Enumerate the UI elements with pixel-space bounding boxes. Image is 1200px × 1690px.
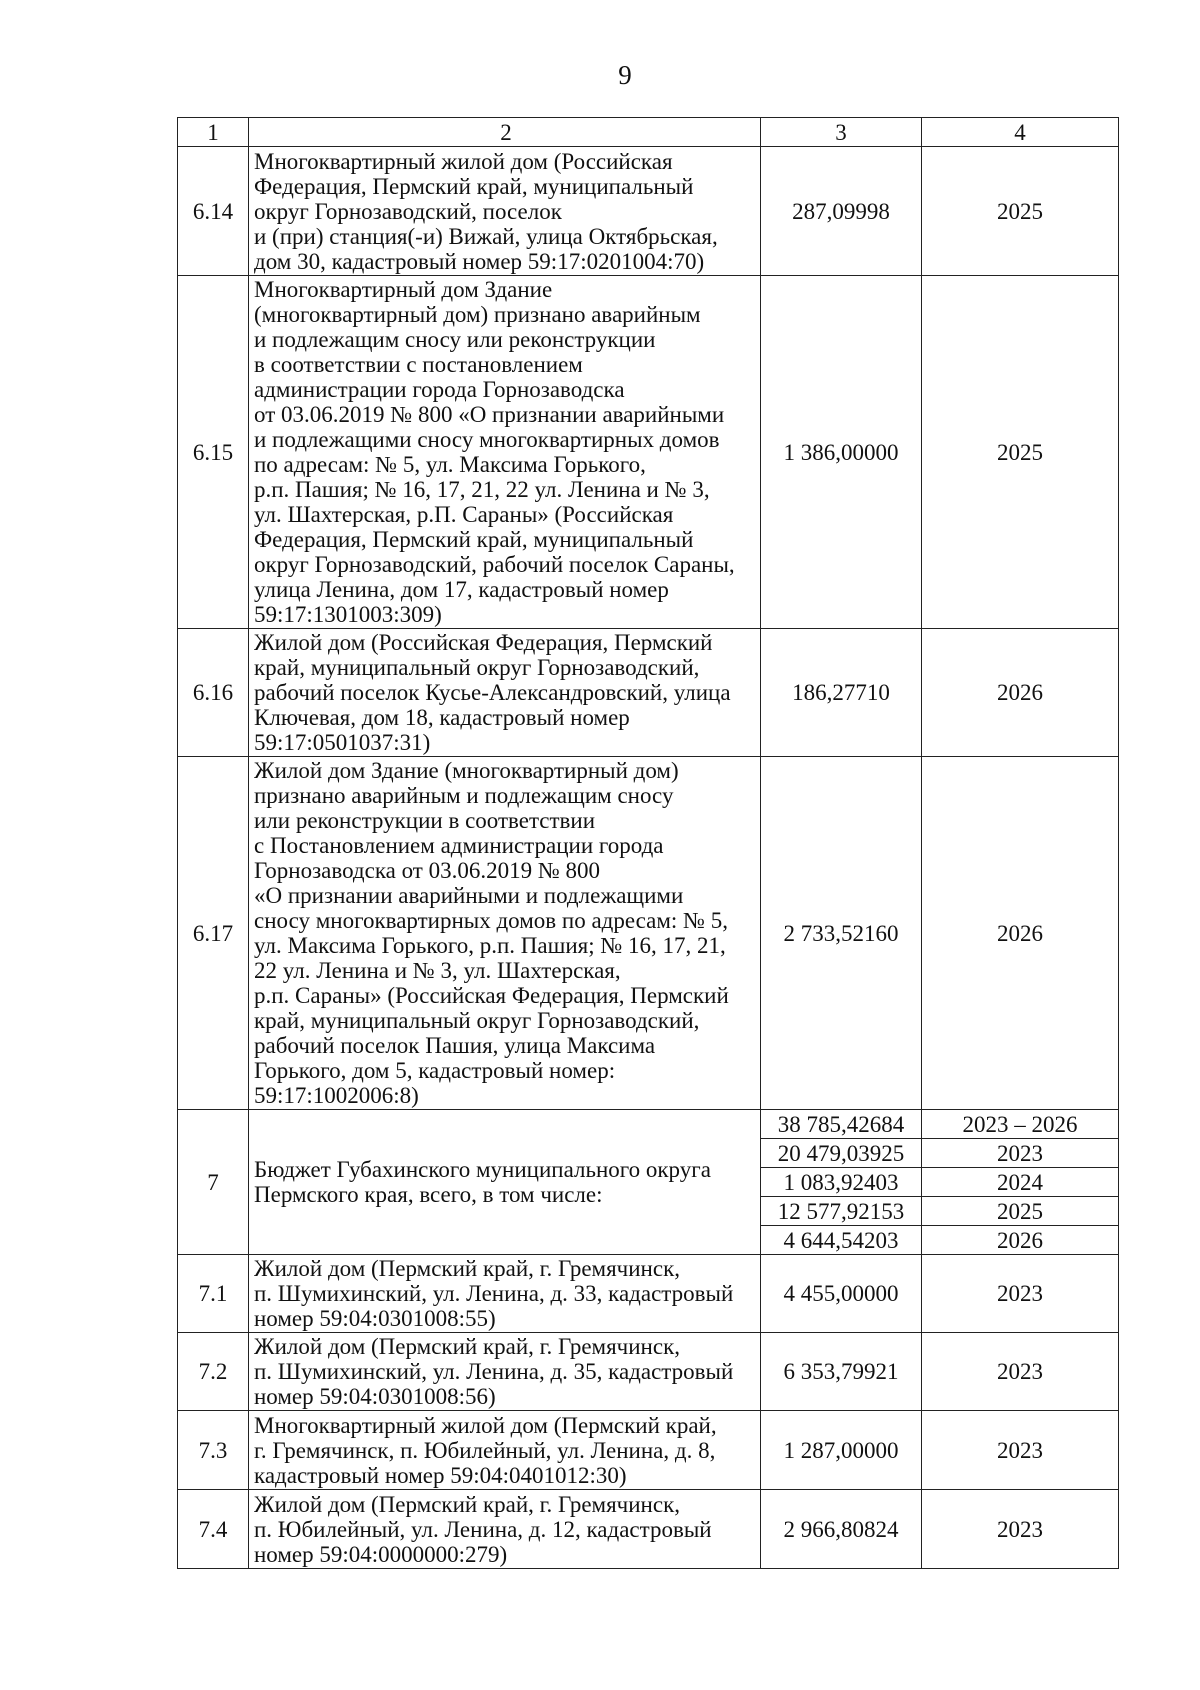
budget-amount: 20 479,03925: [761, 1139, 922, 1168]
row-number: 7.4: [178, 1490, 249, 1569]
row-number: 7.2: [178, 1333, 249, 1411]
budget-row: [178, 1110, 1119, 1139]
row-description: [249, 629, 761, 757]
budget-year: 2023: [922, 1139, 1119, 1168]
budget-number: 7: [178, 1110, 249, 1255]
budget-amount: 4 644,54203: [761, 1226, 922, 1255]
row-number: 6.17: [178, 757, 249, 1110]
column-header-4: 4: [922, 118, 1119, 147]
program-objects-table: [177, 117, 1119, 1569]
row-number: 7.1: [178, 1255, 249, 1333]
table-row: [178, 1490, 1119, 1569]
budget-year: 2024: [922, 1168, 1119, 1197]
column-header-1: 1: [178, 118, 249, 147]
row-year: 2023: [922, 1255, 1119, 1333]
row-amount: 186,27710: [761, 629, 922, 757]
table-row: [178, 629, 1119, 757]
row-year: 2023: [922, 1411, 1119, 1490]
row-description-text: Жилой дом (Пермский край, г. Гремячинск, п. Шумихинский, ул. Ленина, д. 35, кадастровый номер 59:04:0301008:56): [254, 1334, 734, 1409]
row-year: 2023: [922, 1490, 1119, 1569]
table-row: [178, 147, 1119, 276]
row-amount: 6 353,79921: [761, 1333, 922, 1411]
budget-year: 2025: [922, 1197, 1119, 1226]
row-amount: 4 455,00000: [761, 1255, 922, 1333]
row-description: [249, 147, 761, 276]
row-amount: 287,09998: [761, 147, 922, 276]
row-year: 2025: [922, 276, 1119, 629]
row-number: 7.3: [178, 1411, 249, 1490]
column-header-2: 2: [249, 118, 761, 147]
column-header-3: 3: [761, 118, 922, 147]
table-row: [178, 1333, 1119, 1411]
row-description-text: Жилой дом (Пермский край, г. Гремячинск, п. Юбилейный, ул. Ленина, д. 12, кадастровый номер 59:04:0000000:279): [254, 1491, 712, 1567]
budget-description: [249, 1110, 761, 1255]
row-amount: 2 733,52160: [761, 757, 922, 1110]
row-description-text: Многоквартирный жилой дом (Российская Федерация, Пермский край, муниципальный округ Горнозаводский, поселок и (при) станция(-и) Вижай, улица Октябрьская, дом 30, кадастровый номер 59:17:0201004:70): [254, 148, 718, 274]
table-row: [178, 276, 1119, 629]
row-year: 2026: [922, 629, 1119, 757]
row-description-text: Жилой дом (Пермский край, г. Гремячинск, п. Шумихинский, ул. Ленина, д. 33, кадастровый номер 59:04:0301008:55): [254, 1256, 734, 1331]
row-number: 6.16: [178, 629, 249, 757]
row-description: [249, 1411, 761, 1490]
row-year: 2026: [922, 757, 1119, 1110]
budget-amount-total: 38 785,42684: [761, 1110, 922, 1139]
budget-amount: 12 577,92153: [761, 1197, 922, 1226]
budget-year: 2026: [922, 1226, 1119, 1255]
row-amount: 1 287,00000: [761, 1411, 922, 1490]
row-description-text: Многоквартирный жилой дом (Пермский край, г. Гремячинск, п. Юбилейный, ул. Ленина, д. 8, кадастровый номер 59:04:0401012:30): [254, 1412, 717, 1488]
row-number: 6.15: [178, 276, 249, 629]
row-description: [249, 757, 761, 1110]
table-row: [178, 1255, 1119, 1333]
row-description: [249, 1255, 761, 1333]
row-description: [249, 1490, 761, 1569]
row-number: 6.14: [178, 147, 249, 276]
table-header-row: [178, 118, 1119, 147]
page-number: 9: [618, 60, 632, 90]
row-description-text: Многоквартирный дом Здание (многоквартирный дом) признано аварийным и подлежащим сносу или реконструкции в соответствии с постановлением администрации города Горнозаводска от 03.06.2019 № 800 «О признании аварийными и подлежащими сносу многоквартирных домов по адресам: № 5, ул. Максима Горького, р.п. Пашия; № 16, 17, 21, 22 ул. Ленина и № 3, ул. Шахтерская, р.П. Сараны» (Российская Федерация, Пермский край, муниципальный округ Горнозаводский, рабочий поселок Сараны, улица Ленина, дом 17, кадастровый номер 59:17:1301003:309): [254, 277, 735, 627]
row-description: [249, 276, 761, 629]
row-amount: 1 386,00000: [761, 276, 922, 629]
row-description: [249, 1333, 761, 1411]
budget-year-total: 2023 – 2026: [922, 1110, 1119, 1139]
table-row: [178, 757, 1119, 1110]
row-year: 2025: [922, 147, 1119, 276]
table-row: [178, 1411, 1119, 1490]
row-year: 2023: [922, 1333, 1119, 1411]
budget-amount: 1 083,92403: [761, 1168, 922, 1197]
row-amount: 2 966,80824: [761, 1490, 922, 1569]
row-description-text: Жилой дом Здание (многоквартирный дом) признано аварийным и подлежащим сносу или реконструкции в соответствии с Постановлением администрации города Горнозаводска от 03.06.2019 № 800 «О признании аварийными и подлежащими сносу многоквартирных домов по адресам: № 5, ул. Максима Горького, р.п. Пашия; № 16, 17, 21, 22 ул. Ленина и № 3, ул. Шахтерская, р.п. Сараны» (Российская Федерация, Пермский край, муниципальный округ Горнозаводский, рабочий поселок Пашия, улица Максима Горького, дом 5, кадастровый номер: 59:17:1002006:8): [254, 758, 729, 1108]
budget-description-text: Бюджет Губахинского муниципального округа Пермского края, всего, в том числе:: [254, 1157, 711, 1207]
row-description-text: Жилой дом (Российская Федерация, Пермский край, муниципальный округ Горнозаводский, рабочий поселок Кусье-Александровский, улица Ключевая, дом 18, кадастровый номер 59:17:0501037:31): [254, 630, 731, 755]
